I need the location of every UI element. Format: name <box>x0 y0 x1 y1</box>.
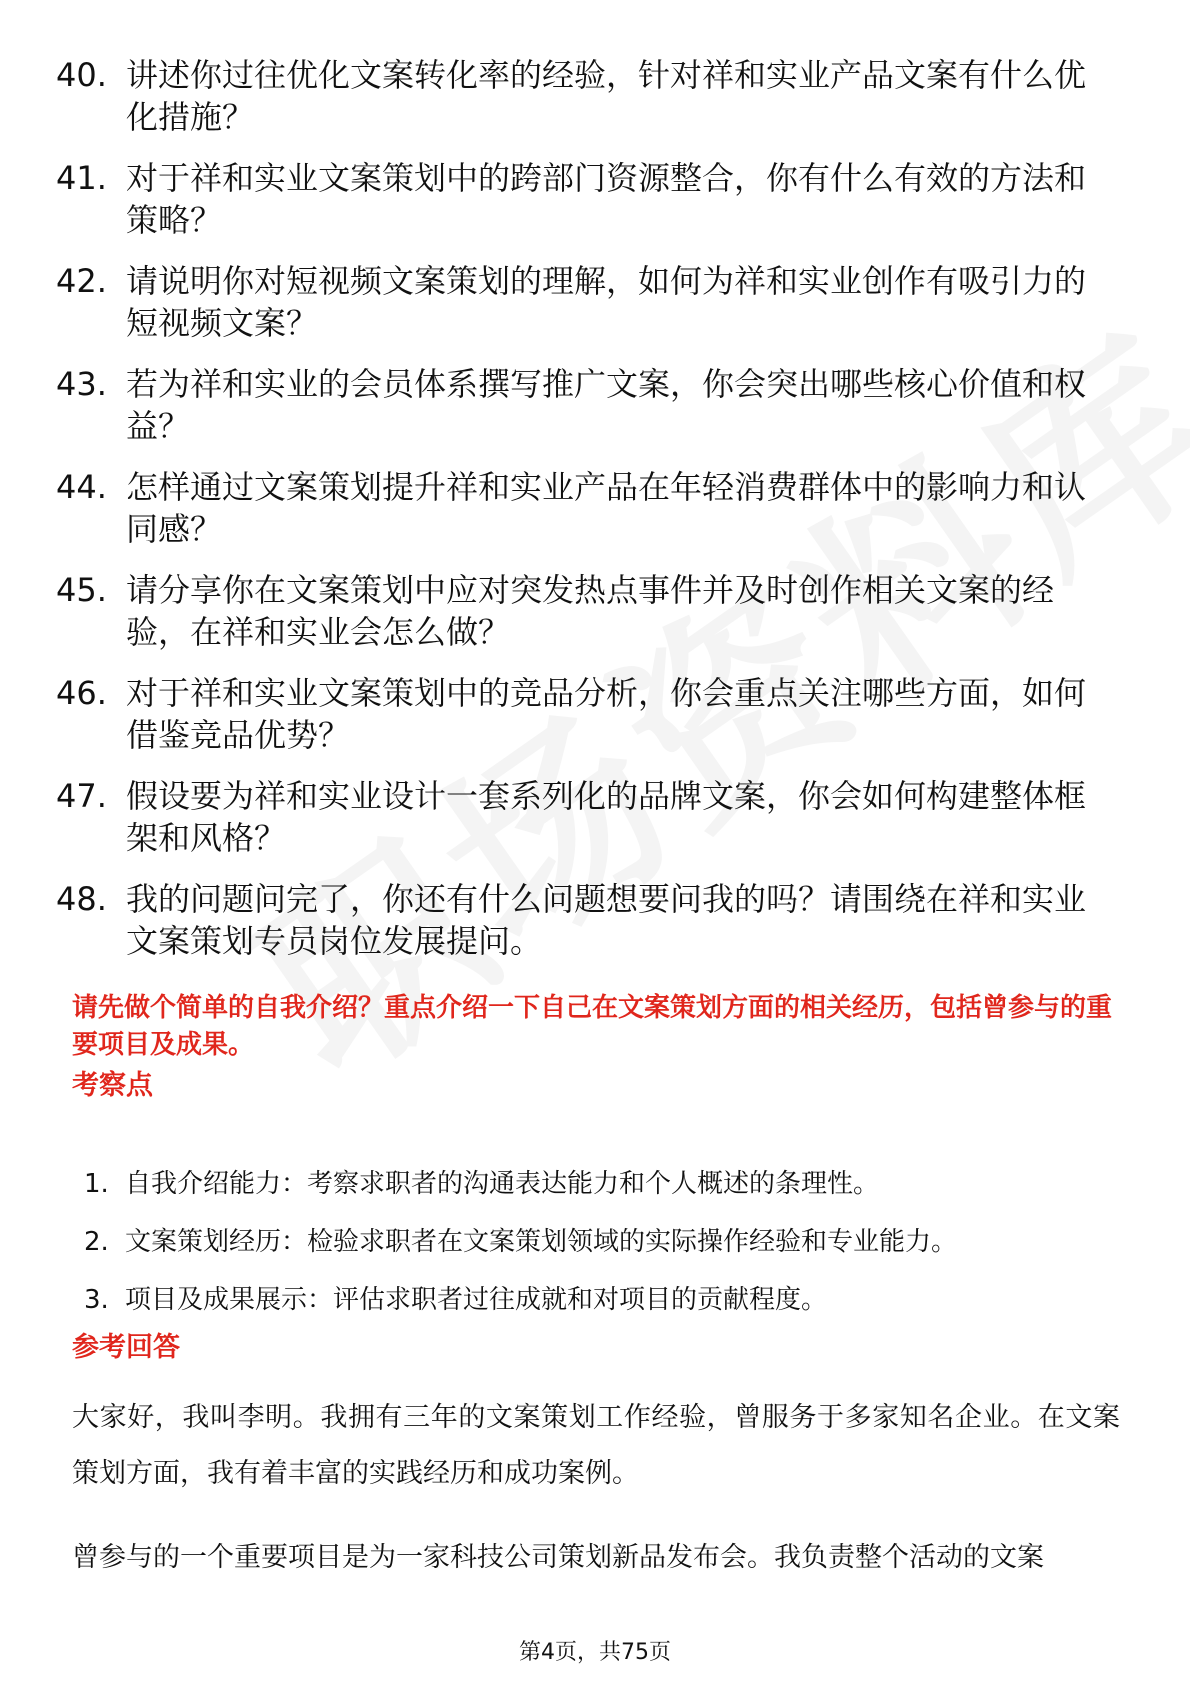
focus-list <box>84 1166 1114 1340</box>
question-item <box>56 466 1116 550</box>
question-number: 42. <box>56 262 107 300</box>
question-number: 40. <box>56 56 107 94</box>
question-number: 43. <box>56 365 107 403</box>
question-text: 假设要为祥和实业设计一套系列化的品牌文案，你会如何构建整体框架和风格？ <box>126 777 1087 857</box>
featured-question: 请先做个简单的自我介绍？重点介绍一下自己在文案策划方面的相关经历，包括曾参与的重要项目及成果。 <box>72 993 1113 1060</box>
question-text: 讲述你过往优化文案转化率的经验，针对祥和实业产品文案有什么优化措施？ <box>126 56 1087 136</box>
question-number: 46. <box>56 674 107 712</box>
question-number: 44. <box>56 468 107 506</box>
question-number: 45. <box>56 571 107 609</box>
question-text: 请分享你在文案策划中应对突发热点事件并及时创作相关文案的经验，在祥和实业会怎么做？ <box>126 571 1055 651</box>
question-item <box>56 157 1116 241</box>
question-item <box>56 775 1116 859</box>
answer-paragraph: 大家好，我叫李明。我拥有三年的文案策划工作经验，曾服务于多家知名企业。在文案策划方面，我有着丰富的实践经历和成功案例。 <box>72 1402 1120 1489</box>
focus-item <box>84 1224 1114 1260</box>
question-text: 我的问题问完了，你还有什么问题想要问我的吗？请围绕在祥和实业文案策划专员岗位发展提问。 <box>126 880 1087 960</box>
question-list <box>56 54 1116 981</box>
question-item <box>56 569 1116 653</box>
focus-text: 文案策划经历：检验求职者在文案策划领域的实际操作经验和专业能力。 <box>125 1227 958 1257</box>
question-text: 对于祥和实业文案策划中的跨部门资源整合，你有什么有效的方法和策略？ <box>126 159 1087 239</box>
question-item <box>56 54 1116 138</box>
question-item <box>56 363 1116 447</box>
focus-number: 1. <box>84 1169 109 1199</box>
focus-item <box>84 1166 1114 1202</box>
answer-heading: 参考回答 <box>72 1332 180 1363</box>
question-number: 48. <box>56 880 107 918</box>
focus-text: 项目及成果展示：评估求职者过往成就和对项目的贡献程度。 <box>125 1285 828 1315</box>
question-text: 请说明你对短视频文案策划的理解，如何为祥和实业创作有吸引力的短视频文案？ <box>126 262 1087 342</box>
question-number: 41. <box>56 159 107 197</box>
question-text: 若为祥和实业的会员体系撰写推广文案，你会突出哪些核心价值和权益？ <box>126 365 1087 445</box>
focus-item <box>84 1282 1114 1318</box>
focus-heading: 考察点 <box>72 1070 153 1101</box>
question-text: 对于祥和实业文案策划中的竞品分析，你会重点关注哪些方面，如何借鉴竞品优势？ <box>126 674 1087 754</box>
question-item <box>56 878 1116 962</box>
answer-paragraph: 曾参与的一个重要项目是为一家科技公司策划新品发布会。我负责整个活动的文案 <box>72 1542 1044 1573</box>
question-item <box>56 672 1116 756</box>
question-item <box>56 260 1116 344</box>
question-text: 怎样通过文案策划提升祥和实业产品在年轻消费群体中的影响力和认同感？ <box>126 468 1087 548</box>
page-footer: 第4页，共75页 <box>519 1640 671 1665</box>
focus-number: 2. <box>84 1227 109 1257</box>
question-number: 47. <box>56 777 107 815</box>
focus-number: 3. <box>84 1285 109 1315</box>
focus-text: 自我介绍能力：考察求职者的沟通表达能力和个人概述的条理性。 <box>125 1169 880 1199</box>
